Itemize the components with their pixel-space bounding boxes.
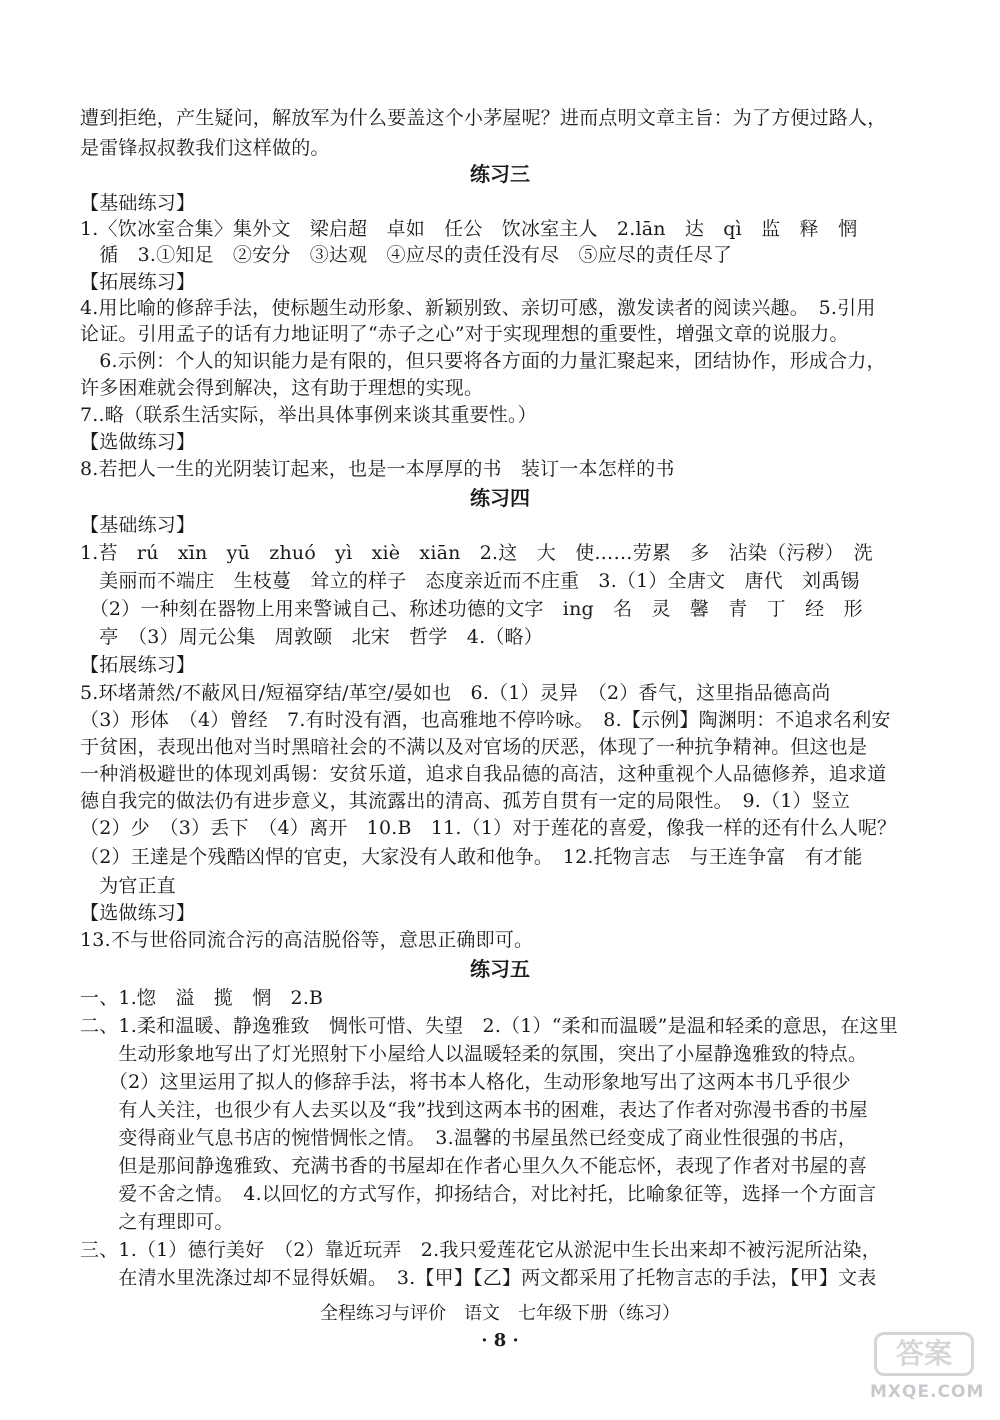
watermark-badge: 答案 <box>874 1332 974 1376</box>
text-line: 7..略（联系生活实际，举出具体事例来谈其重要性。） <box>80 404 537 426</box>
text-line: （3）形体 （4）曾经 7.有时没有酒，也高雅地不停吟咏。 8.【示例】陶渊明：不追求名利安 <box>80 709 891 731</box>
text-line: 4.用比喻的修辞手法，使标题生动形象、新颖别致、亲切可感，激发读者的阅读兴趣。 5.引用 <box>80 297 876 319</box>
text-line: 1.苔 rú xīn yū zhuó yì xiè xiān 2.这 大 使……劳累 多 沾染（污秽） 洗 <box>80 542 873 564</box>
text-line: （2）少 （3）丢下 （4）离开 10.B 11.（1）对于莲花的喜爱，像我一样的还有什么人呢？ <box>80 817 897 839</box>
text-line: 【拓展练习】 <box>80 271 196 293</box>
text-line: 遭到拒绝，产生疑问，解放军为什么要盖这个小茅屋呢？进而点明文章主旨：为了方便过路人， <box>80 107 887 129</box>
text-line: 亭 （3）周元公集 周敦颐 北宋 哲学 4.（略） <box>80 626 543 648</box>
text-line: 许多困难就会得到解决，这有助于理想的实现。 <box>80 377 484 399</box>
text-line: 在清水里洗涤过却不显得妖媚。 3.【甲】【乙】两文都采用了托物言志的手法，【甲】文表 <box>80 1267 877 1289</box>
text-line: 循 3.①知足 ②安分 ③达观 ④应尽的责任没有尽 ⑤应尽的责任尽了 <box>80 244 733 266</box>
text-line: 【选做练习】 <box>80 902 196 924</box>
text-line: 之有理即可。 <box>80 1211 234 1233</box>
text-line: 为官正直 <box>80 875 177 897</box>
text-line: 【基础练习】 <box>80 514 196 536</box>
text-line: 5.环堵萧然/不蔽风日/短福穿结/革空/晏如也 6.（1）灵异 （2）香气，这里指品德高尚 <box>80 682 831 704</box>
text-line: 是雷锋叔叔教我们这样做的。 <box>80 137 330 159</box>
text-line: 一种消极避世的体现刘禹锡：安贫乐道，追求自我品德的高洁，这种重视个人品德修养，追求道 <box>80 763 887 785</box>
section-title-exercise-4: 练习四 <box>470 486 530 510</box>
page-number: · 8 · <box>481 1330 519 1351</box>
text-line: 二、1.柔和温暖、静逸雅致 惆怅可惜、失望 2.（1）“柔和而温暖”是温和轻柔的意思，在这里 <box>80 1015 898 1037</box>
text-line: 于贫困，表现出他对当时黑暗社会的不满以及对官场的厌恶，体现了一种抗争精神。但这也是 <box>80 736 868 758</box>
text-line: 变得商业气息书店的惋惜惆怅之情。 3.温馨的书屋虽然已经变成了商业性很强的书店， <box>80 1127 858 1149</box>
text-line: 13.不与世俗同流合污的高洁脱俗等，意思正确即可。 <box>80 929 534 951</box>
text-line: 1.〈饮冰室合集〉集外文 梁启超 卓如 任公 饮冰室主人 2.lān 达 qì 监 释 惘 <box>80 218 858 240</box>
text-line: 有人关注，也很少有人去买以及“我”找到这两本书的困难，表达了作者对弥漫书香的书屋 <box>80 1099 868 1121</box>
section-title-exercise-3: 练习三 <box>470 162 530 186</box>
text-line: 【基础练习】 <box>80 192 196 214</box>
text-line: 美丽而不端庄 生枝蔓 耸立的样子 态度亲近而不庄重 3.（1）全唐文 唐代 刘禹锡 <box>80 570 860 592</box>
watermark-logo <box>870 1332 985 1402</box>
watermark-text: MXQE.COM <box>870 1382 985 1402</box>
text-line: 但是那间静逸雅致、充满书香的书屋却在作者心里久久不能忘怀，表现了作者对书屋的喜 <box>80 1155 868 1177</box>
section-title-exercise-5: 练习五 <box>470 957 530 981</box>
text-line: 8.若把人一生的光阴装订起来，也是一本厚厚的书 装订一本怎样的书 <box>80 458 675 480</box>
text-line: 【拓展练习】 <box>80 654 196 676</box>
text-line: （2）这里运用了拟人的修辞手法，将书本人格化，生动形象地写出了这两本书几乎很少 <box>80 1071 851 1093</box>
text-line: （2）一种刻在器物上用来警诫自己、称述功德的文字 ing 名 灵 馨 青 丁 经 形 <box>80 598 863 620</box>
text-line: （2）王達是个残酷凶悍的官吏，大家没有人敢和他争。 12.托物言志 与王连争富 有才能 <box>80 846 863 868</box>
text-line: 三、1.（1）德行美好 （2）靠近玩弄 2.我只爱莲花它从淤泥中生长出来却不被污泥所沾染， <box>80 1239 881 1261</box>
text-line: 爱不舍之情。 4.以回忆的方式写作，抑扬结合，对比衬托，比喻象征等，选择一个方面言 <box>80 1183 877 1205</box>
text-line: 德自我完的做法仍有进步意义，其流露出的清高、孤芳自贯有一定的局限性。 9.（1）竖立 <box>80 790 851 812</box>
text-line: 一、1.惚 溢 揽 惘 2.B <box>80 987 324 1009</box>
text-line: 6.示例：个人的知识能力是有限的，但只要将各方面的力量汇聚起来，团结协作，形成合力， <box>80 350 886 372</box>
text-line: 论证。引用孟子的话有力地证明了“赤子之心”对于实现理想的重要性，增强文章的说服力。 <box>80 323 849 345</box>
text-line: 【选做练习】 <box>80 431 196 453</box>
text-line: 生动形象地写出了灯光照射下小屋给人以温暖轻柔的氛围，突出了小屋静逸雅致的特点。 <box>80 1043 868 1065</box>
page-footer: 全程练习与评价 语文 七年级下册（练习） <box>320 1303 680 1324</box>
